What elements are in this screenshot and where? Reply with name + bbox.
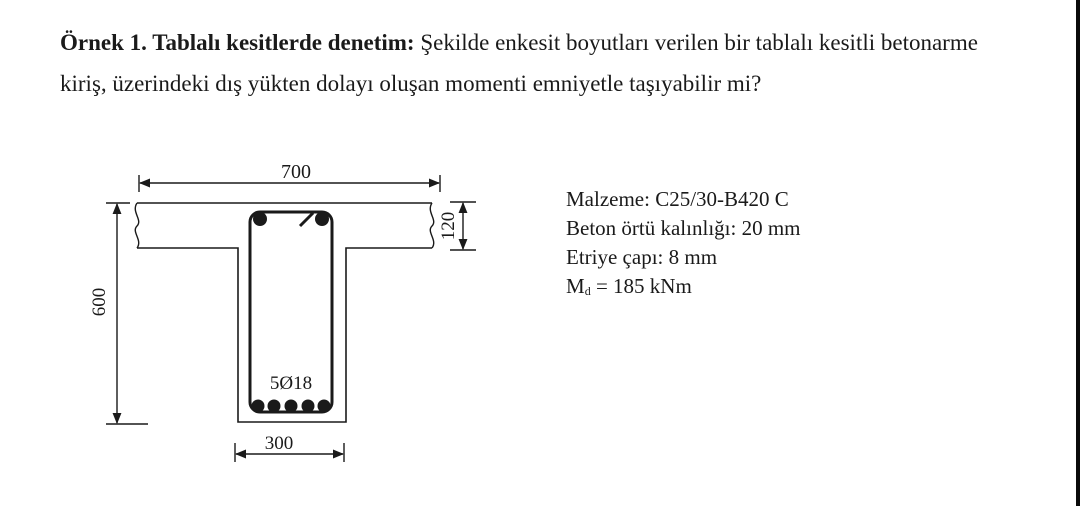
design-moment-line <box>566 272 801 306</box>
example-heading: Örnek 1. Tablalı kesitlerde denetim: <box>60 30 415 55</box>
top-rebar <box>253 212 267 226</box>
problem-text: Şekilde enkesit boyutları verilen bir tablalı kesitli betonarme kiriş, üzerindeki dış yükten dolayı oluşan momenti emniyetle taşıyabilir mi? <box>60 30 978 96</box>
bottom-rebar <box>285 400 298 413</box>
moment-subscript: d <box>584 284 591 298</box>
right-break-line <box>430 203 433 248</box>
rebar-label: 5Ø18 <box>269 373 313 394</box>
bottom-rebar <box>268 400 281 413</box>
stirrup-line: Etriye çapı: 8 mm <box>566 245 718 269</box>
total-height-label: 600 <box>89 287 110 317</box>
left-break-line <box>135 203 138 248</box>
flange-thickness-label: 120 <box>438 211 459 241</box>
flange-width-label: 700 <box>281 161 311 183</box>
bottom-rebar <box>318 400 331 413</box>
material-line: Malzeme: C25/30-B420 C <box>566 187 789 211</box>
cover-line: Beton örtü kalınlığı: 20 mm <box>566 216 801 240</box>
web-width-label: 300 <box>264 433 294 454</box>
moment-symbol: M <box>566 274 585 298</box>
top-rebar <box>315 212 329 226</box>
bottom-rebar <box>302 400 315 413</box>
moment-value: = 185 kNm <box>590 274 692 298</box>
bottom-rebar <box>252 400 265 413</box>
stirrup-hook <box>300 213 313 226</box>
material-properties <box>566 185 801 306</box>
